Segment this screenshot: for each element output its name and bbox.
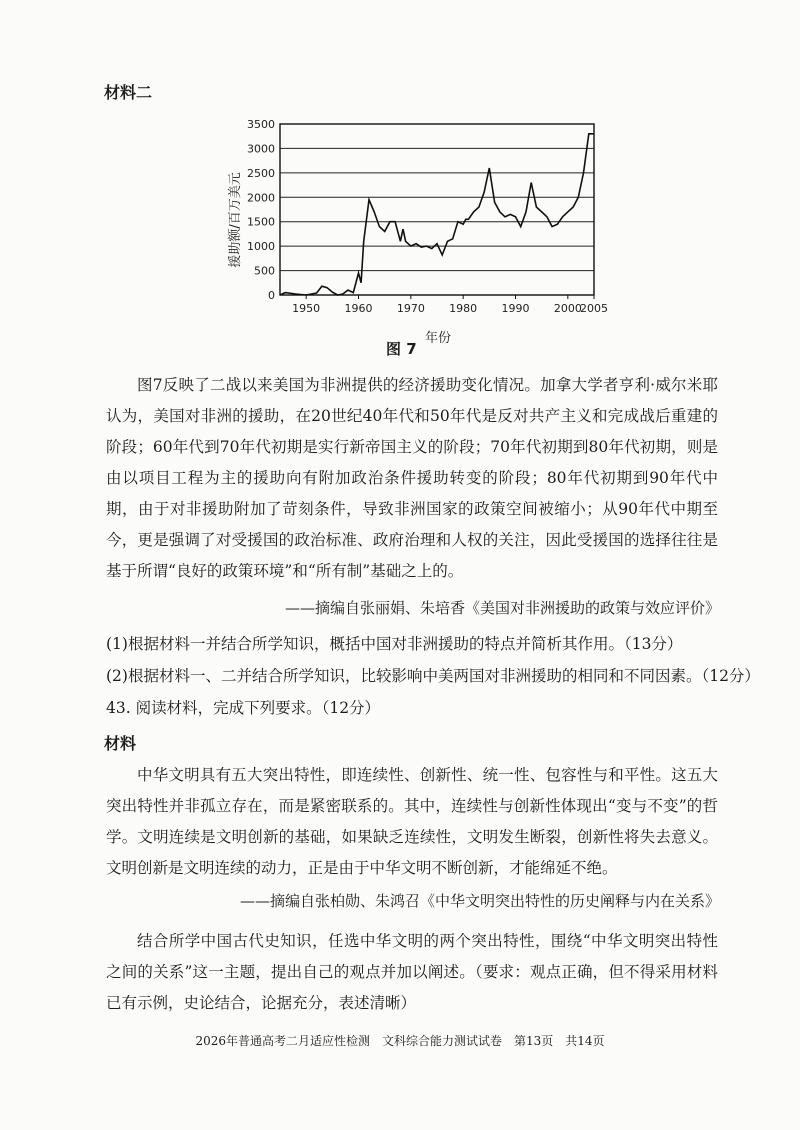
y-axis-label: 援助额/百万美元 bbox=[228, 172, 243, 268]
x-tick-label: 1950 bbox=[292, 302, 321, 315]
material3-source: ——摘编自张柏勋、朱鸿召《中华文明突出特性的历史阐释与内在关系》 bbox=[239, 892, 720, 910]
y-tick-label: 3000 bbox=[247, 142, 275, 156]
x-tick-label: 2000 bbox=[553, 302, 582, 315]
page-footer: 2026年普通高考二月适应性检测 文科综合能力测试试卷 第13页 共14页 bbox=[195, 1034, 605, 1048]
x-axis-label: 年份 bbox=[424, 331, 452, 346]
x-tick-label: 1960 bbox=[344, 302, 373, 315]
y-tick-label: 0 bbox=[268, 289, 275, 302]
material2-paragraph: 图7反映了二战以来美国为非洲提供的经济援助变化情况。加拿大学者亨利·威尔米耶认为，美国对非洲的援助，在20世纪40年代和50年代是反对共产主义和完成战后重建的阶段；60年代到70年代初期是实行新帝国主义的阶段；70年代初期到80年代初期，则是由以项目工程为主的援助向有附加政治条件援助转变的阶段；80年代初期到90年代中期，由于对非援助附加了苛刻条件，导致非洲国家的政策空间被缩小；从90年代中期至今，更是强调了对受援国的政治标准、政府治理和人权的关注，因此受援国的选择往往是基于所谓“良好的政策环境”和“所有制”基础之上的。 bbox=[106, 376, 718, 580]
material2-source: ——摘编自张丽娟、朱培香《美国对非洲援助的政策与效应评价》 bbox=[284, 599, 720, 617]
y-tick-label: 1000 bbox=[247, 240, 275, 254]
figure-caption: 图 7 bbox=[386, 340, 417, 358]
x-tick-label: 1980 bbox=[449, 302, 478, 315]
y-tick-label: 1500 bbox=[247, 215, 275, 229]
x-tick-label: 1970 bbox=[396, 302, 425, 315]
aid-line-chart bbox=[220, 112, 610, 347]
question-2: (2)根据材料一、二并结合所学知识，比较影响中美两国对非洲援助的相同和不同因素。（12分） bbox=[106, 667, 760, 685]
y-tick-label: 500 bbox=[254, 264, 275, 278]
question-43: 43. 阅读材料，完成下列要求。（12分） bbox=[106, 699, 381, 717]
material3-paragraph: 中华文明具有五大突出特性，即连续性、创新性、统一性、包容性与和平性。这五大突出特性并非孤立存在，而是紧密联系的。其中，连续性与创新性体现出“变与不变”的哲学。文明连续是文明创新的基础，如果缺乏连续性，文明发生断裂，创新性将失去意义。文明创新是文明连续的动力，正是由于中华文明不断创新，才能绵延不绝。 bbox=[106, 766, 718, 877]
plot-frame bbox=[280, 124, 594, 295]
essay-task: 结合所学中国古代史知识，任选中华文明的两个突出特性，围绕“中华文明突出特性之间的关系”这一主题，提出自己的观点并加以阐述。（要求：观点正确，但不得采用材料已有示例，史论结合，论据充分，表述清晰） bbox=[106, 932, 718, 1012]
material3-heading: 材料 bbox=[104, 734, 137, 753]
y-tick-label: 2000 bbox=[247, 191, 275, 205]
y-tick-label: 2500 bbox=[247, 166, 275, 180]
y-tick-label: 3500 bbox=[247, 118, 275, 131]
x-tick-label: 2005 bbox=[580, 302, 608, 315]
x-tick-label: 1990 bbox=[501, 302, 530, 315]
question-1: (1)根据材料一并结合所学知识，概括中国对非洲援助的特点并简析其作用。（13分） bbox=[106, 635, 683, 653]
material-heading: 材料二 bbox=[104, 83, 153, 102]
